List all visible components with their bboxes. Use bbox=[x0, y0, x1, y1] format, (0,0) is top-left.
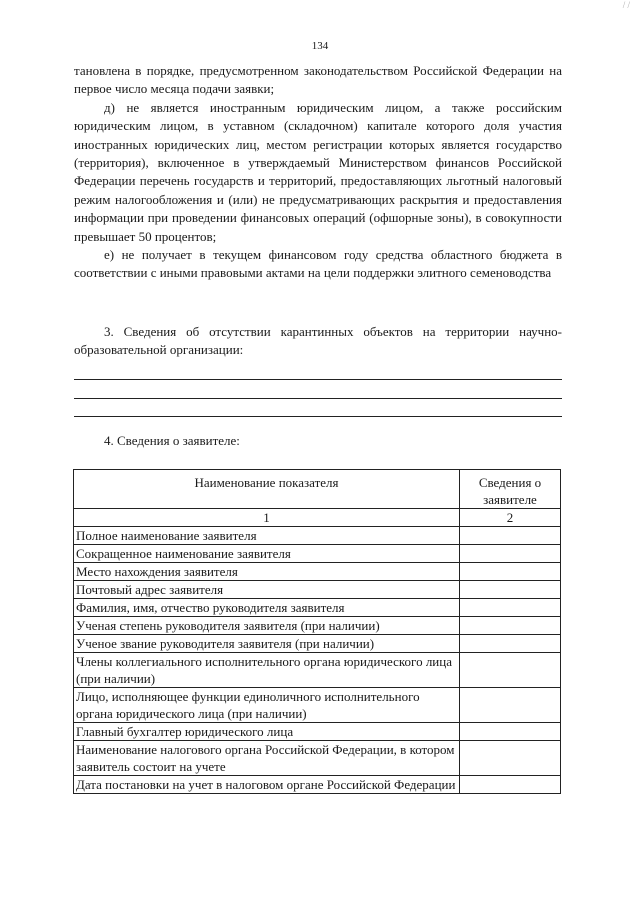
top-text-block bbox=[74, 62, 562, 283]
row-value-cell[interactable] bbox=[460, 599, 561, 617]
table-header-row bbox=[74, 470, 561, 509]
table-row bbox=[74, 653, 561, 688]
row-value-cell[interactable] bbox=[460, 545, 561, 563]
section-3 bbox=[74, 323, 562, 360]
fill-line[interactable] bbox=[74, 416, 562, 417]
row-value-cell[interactable] bbox=[460, 617, 561, 635]
table-row bbox=[74, 741, 561, 776]
fill-line[interactable] bbox=[74, 398, 562, 399]
row-label: Дата постановки на учет в налоговом органе Российской Федерации bbox=[74, 776, 460, 794]
row-value-cell[interactable] bbox=[460, 635, 561, 653]
table-row bbox=[74, 563, 561, 581]
row-label: Место нахождения заявителя bbox=[74, 563, 460, 581]
row-label: Наименование налогового органа Российской Федерации, в котором заявитель состоит на учете bbox=[74, 741, 460, 776]
paragraph-item-e: е) не получает в текущем финансовом году средства областного бюджета в соответствии с иными правовыми актами на цели поддержки элитного семеноводства bbox=[74, 247, 562, 281]
corner-mark: / / bbox=[622, 0, 630, 10]
row-value-cell[interactable] bbox=[460, 723, 561, 741]
paragraph-continuation: тановлена в порядке, предусмотренном законодательством Российской Федерации на первое число месяца подачи заявки; bbox=[74, 63, 562, 97]
column-number: 1 bbox=[74, 509, 460, 527]
section-3-text: 3. Сведения об отсутствии карантинных объектов на территории научно-образовательной организации: bbox=[74, 324, 562, 358]
row-value-cell[interactable] bbox=[460, 563, 561, 581]
row-label: Сокращенное наименование заявителя bbox=[74, 545, 460, 563]
row-label: Фамилия, имя, отчество руководителя заявителя bbox=[74, 599, 460, 617]
row-value-cell[interactable] bbox=[460, 776, 561, 794]
table-row bbox=[74, 723, 561, 741]
row-value-cell[interactable] bbox=[460, 741, 561, 776]
applicant-info-table bbox=[73, 469, 561, 794]
table-row bbox=[74, 527, 561, 545]
table-row bbox=[74, 545, 561, 563]
table-row bbox=[74, 776, 561, 794]
row-label: Лицо, исполняющее функции единоличного исполнительного органа юридического лица (при наличии) bbox=[74, 688, 460, 723]
row-label: Полное наименование заявителя bbox=[74, 527, 460, 545]
table-row bbox=[74, 581, 561, 599]
table-row bbox=[74, 599, 561, 617]
row-label: Почтовый адрес заявителя bbox=[74, 581, 460, 599]
row-value-cell[interactable] bbox=[460, 581, 561, 599]
table-row bbox=[74, 635, 561, 653]
header-applicant-info: Сведения о заявителе bbox=[460, 470, 561, 509]
table-row bbox=[74, 617, 561, 635]
row-value-cell[interactable] bbox=[460, 688, 561, 723]
row-label: Главный бухгалтер юридического лица bbox=[74, 723, 460, 741]
row-label: Ученая степень руководителя заявителя (при наличии) bbox=[74, 617, 460, 635]
header-indicator-name: Наименование показателя bbox=[74, 470, 460, 509]
row-label: Члены коллегиального исполнительного органа юридического лица (при наличии) bbox=[74, 653, 460, 688]
row-value-cell[interactable] bbox=[460, 653, 561, 688]
column-number-row bbox=[74, 509, 561, 527]
page-number: 134 bbox=[311, 40, 329, 52]
row-value-cell[interactable] bbox=[460, 527, 561, 545]
table-row bbox=[74, 688, 561, 723]
paragraph-item-d: д) не является иностранным юридическим лицом, а также российским юридическим лицом, в уставном (складочном) капитале которого доля участия иностранных юридических лиц, местом регистрации которых является государство (территория), включенное в утверждаемый Министерством финансов Российской Федерации перечень государств и территорий, предоставляющих льготный налоговый режим налогообложения и (или) не предусматривающих раскрытия и предоставления информации при проведении финансовых операций (офшорные зоны), в совокупности превышает 50 процентов; bbox=[74, 99, 562, 244]
column-number: 2 bbox=[460, 509, 561, 527]
fill-line[interactable] bbox=[74, 379, 562, 380]
section-4-title: 4. Сведения о заявителе: bbox=[104, 433, 240, 448]
row-label: Ученое звание руководителя заявителя (при наличии) bbox=[74, 635, 460, 653]
